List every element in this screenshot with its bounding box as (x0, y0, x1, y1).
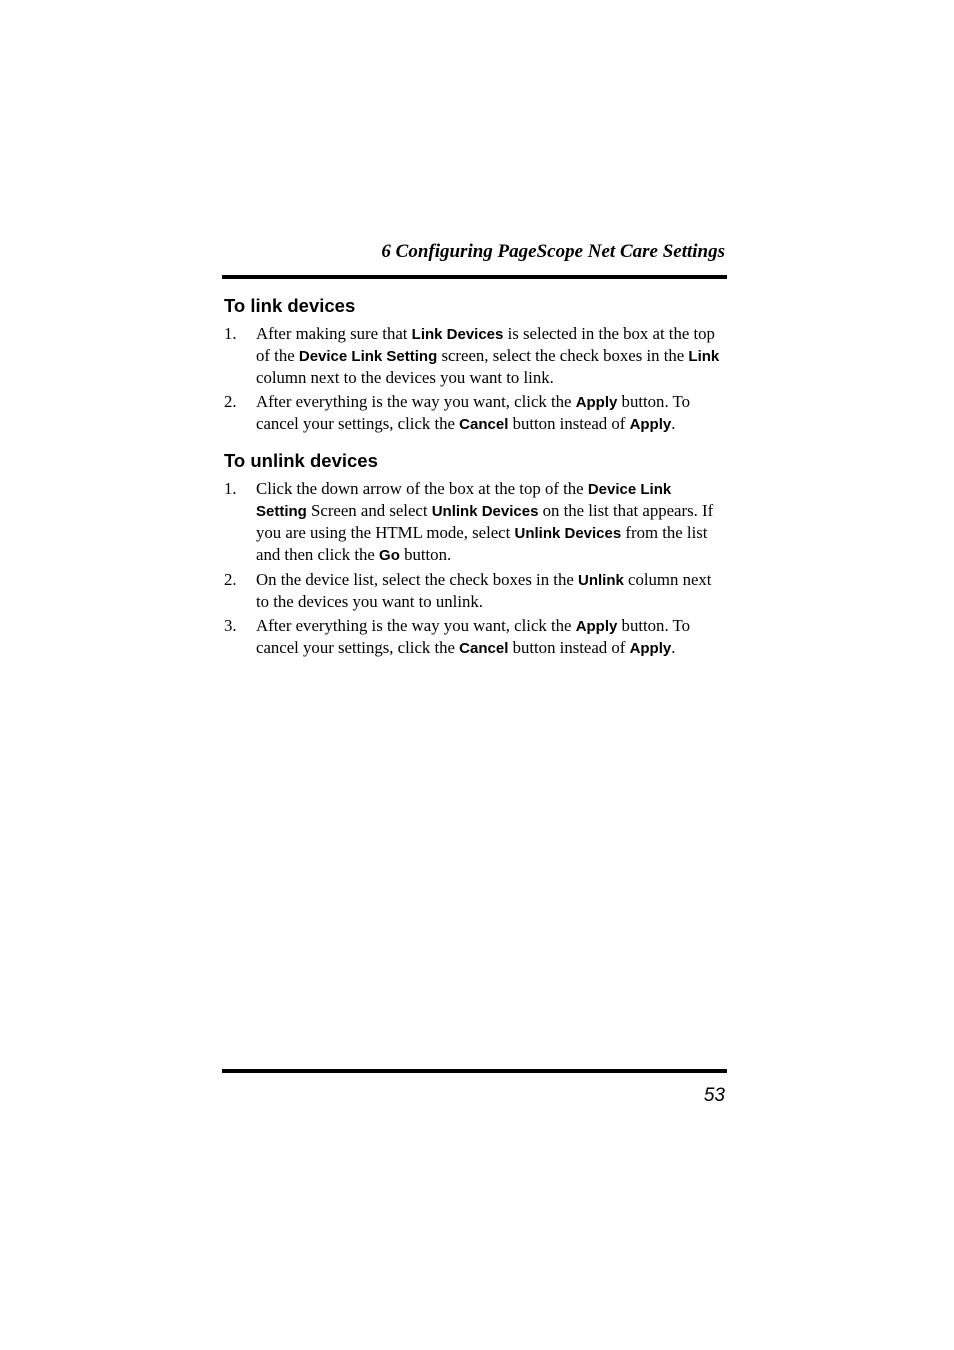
ui-term: Apply (629, 416, 672, 433)
step-text: Click the down arrow of the box at the top of the (256, 479, 588, 498)
footer-rule (222, 1069, 727, 1073)
ui-term: Unlink Devices (514, 525, 622, 542)
ui-term: Cancel (459, 416, 509, 433)
ui-term: Apply (629, 640, 672, 657)
page-number: 53 (703, 1085, 725, 1106)
step-text: After everything is the way you want, click the (256, 616, 576, 635)
step-number: 2. (224, 392, 237, 411)
step-text: column next to the devices you want to link. (256, 368, 554, 387)
list-item (224, 323, 724, 388)
step-text: After everything is the way you want, click the (256, 392, 576, 411)
step-text: button. To cancel your settings, click the (256, 616, 690, 657)
list-item (224, 569, 724, 612)
step-number: 3. (224, 616, 237, 635)
ui-term: Link (688, 348, 720, 365)
step-text: screen, select the check boxes in the (437, 346, 689, 365)
step-text: button. To cancel your settings, click the (256, 392, 690, 433)
step-text: button. (399, 545, 452, 564)
step-number: 1. (224, 479, 237, 498)
section-heading-link: To link devices (224, 295, 356, 316)
step-text: from the list and then click the (256, 523, 708, 564)
ui-term: Apply (575, 618, 618, 635)
ui-term: Go (379, 547, 400, 564)
step-text: button instead of (508, 638, 630, 657)
list-item (224, 478, 724, 566)
ui-term: Link Devices (411, 326, 504, 343)
list-item (224, 615, 724, 659)
ui-term: Cancel (459, 640, 509, 657)
step-text: On the device list, select the check boxes in the (256, 570, 578, 589)
header-rule (222, 275, 727, 279)
ui-term: Unlink Devices (431, 503, 539, 520)
step-text: After making sure that (256, 324, 412, 343)
link-steps-list (224, 323, 724, 438)
step-text: is selected in the box at the top of the (256, 324, 715, 365)
step-text: . (671, 638, 676, 657)
ui-term: Device Link Setting (298, 348, 438, 365)
ui-term: Unlink (578, 572, 624, 589)
step-text: Screen and select (306, 501, 432, 520)
ui-term: Device Link Setting (256, 481, 672, 520)
list-item (224, 391, 724, 435)
step-text: on the list that appears. If you are using the HTML mode, select (256, 501, 714, 542)
unlink-steps-list (224, 478, 724, 662)
step-text: button instead of (508, 414, 630, 433)
ui-term: Apply (575, 394, 618, 411)
section-heading-unlink: To unlink devices (224, 450, 378, 471)
step-number: 1. (224, 324, 237, 343)
running-head: 6 Configuring PageScope Net Care Settings (381, 241, 725, 262)
step-text: column next to the devices you want to unlink. (256, 570, 712, 611)
step-number: 2. (224, 570, 237, 589)
step-text: . (671, 414, 676, 433)
